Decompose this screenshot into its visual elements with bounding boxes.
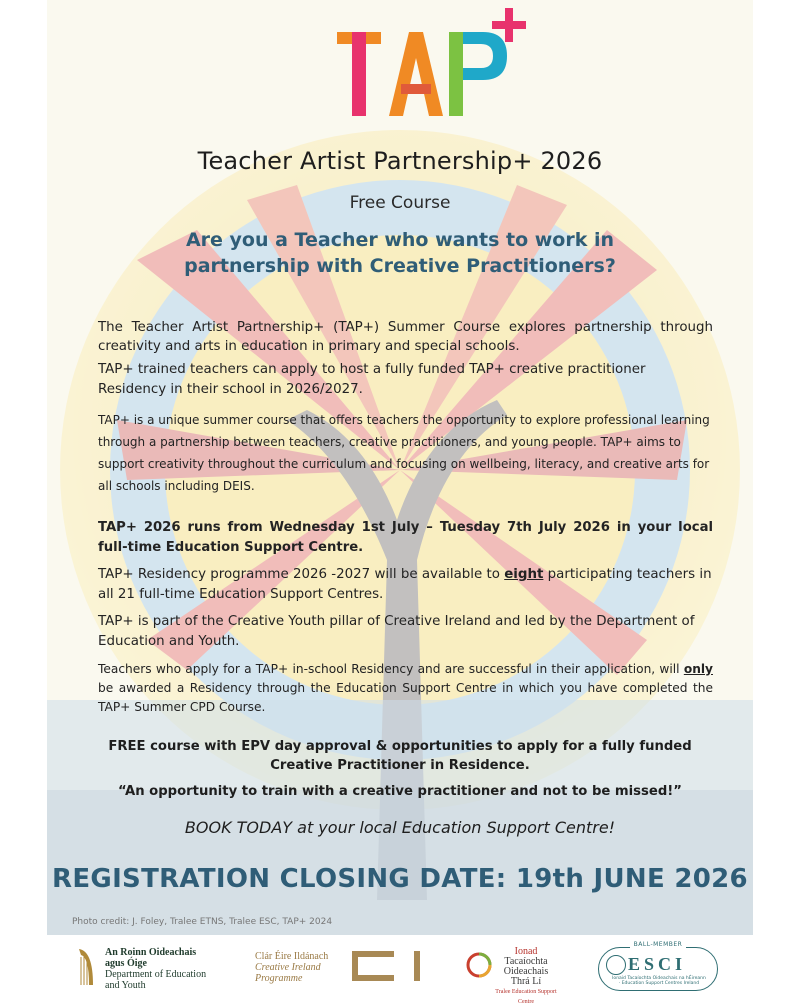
eligibility-text-a: Teachers who apply for a TAP+ in-school Residency and are successful in their application, will [98, 662, 684, 676]
swirl-icon [465, 951, 493, 979]
testimonial-quote: “An opportunity to train with a creative practitioner and not to be missed!” [118, 784, 682, 799]
intro-paragraph: The Teacher Artist Partnership+ (TAP+) Summer Course explores partnership through creativity and arts in education in primary and special schools. [98, 320, 713, 354]
tap-plus-logo [317, 6, 527, 121]
esci-logo [598, 941, 718, 993]
cire-line-2: Creative Ireland [255, 962, 321, 973]
dept-english-line-1: Department of Education [105, 969, 207, 980]
esci-tagline: Ionaid Tacaíochta Oideachais na hÉireann · Education Support Centres Ireland [612, 976, 706, 986]
programme-emphasis: eight [504, 567, 544, 582]
registration-deadline: REGISTRATION CLOSING DATE: 19th JUNE 2026 [52, 864, 748, 894]
dept-irish-line-2: agus Óige [105, 958, 147, 969]
dept-irish-line-1: An Roinn Oideachais [105, 947, 197, 958]
tralee-esc-logo [465, 943, 575, 1005]
creative-youth-paragraph: TAP+ is part of the Creative Youth pillar of Creative Ireland and led by the Department of Education and Youth. [98, 614, 695, 649]
free-course-note: FREE course with EPV day approval & opportunities to apply for a fully funded Creative Practitioner in Residence. [108, 739, 692, 773]
eligibility-paragraph [98, 660, 713, 717]
programme-text-b: participating teachers in all 21 full-time Education Support Centres. [98, 567, 712, 602]
description-paragraph: TAP+ is a unique summer course that offers teachers the opportunity to explore professional learning through a partnership between teachers, creative practitioners, and young people. TAP+ aims to support creativity throughout the curriculum and focusing on wellbeing, literacy, and creative arts for all schools including DEIS. [98, 413, 710, 493]
poster [47, 0, 753, 935]
department-logo [75, 943, 265, 993]
page-title: Teacher Artist Partnership+ 2026 [197, 147, 603, 175]
sponsor-footer [0, 935, 800, 1005]
residency-line-2: Residency in their school in 2026/2027. [98, 382, 363, 397]
seal-icon [606, 955, 626, 975]
esci-name: ESCI [628, 954, 687, 974]
harp-icon [75, 945, 97, 989]
ionad-line-2: Tacaíochta [504, 956, 548, 967]
cire-line-3: Programme [255, 973, 303, 984]
eligibility-text-b: be awarded a Residency through the Education Support Centre in which you have completed the TAP+ Summer CPD Course. [98, 681, 713, 714]
photo-credit: Photo credit: J. Foley, Tralee ETNS, Tralee ESC, TAP+ 2024 [72, 917, 333, 927]
ionad-line-5: Tralee Education Support Centre [495, 989, 557, 1005]
creative-ireland-text [255, 951, 365, 1001]
eligibility-emphasis: only [683, 662, 713, 676]
ionad-line-4: Thrá Lí [510, 976, 542, 987]
creative-ireland-logo [350, 949, 428, 983]
ionad-line-1: Ionad [514, 946, 538, 957]
subtitle: Free Course [349, 193, 451, 213]
cire-line-1: Clár Éire Ildánach [255, 951, 329, 962]
residency-line-1: TAP+ trained teachers can apply to host a fully funded TAP+ creative practitioner [98, 362, 646, 377]
ionad-line-3: Oideachais [503, 966, 549, 977]
residency-paragraph [98, 360, 713, 400]
esci-member-label: BALL-MEMBER [630, 941, 686, 948]
programme-text-a: TAP+ Residency programme 2026 -2027 will be available to [98, 567, 505, 582]
dates-paragraph: TAP+ 2026 runs from Wednesday 1st July – Tuesday 7th July 2026 in your local full-time Education Support Centre. [98, 520, 713, 555]
book-today-line: BOOK TODAY at your local Education Support Centre! [184, 818, 616, 837]
headline-question: Are you a Teacher who wants to work in partnership with Creative Practitioners? [184, 229, 616, 277]
dept-english-line-2: and Youth [105, 980, 146, 991]
programme-paragraph [98, 565, 713, 605]
